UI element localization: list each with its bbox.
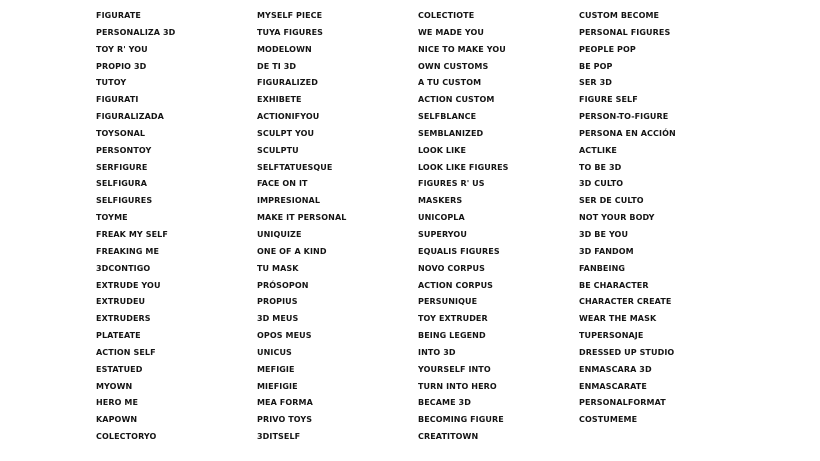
list-item: SCULPT YOU [257,128,315,138]
list-item: LOOK LIKE FIGURES [418,162,509,172]
list-item: PEOPLE POP [579,44,636,54]
list-item: UNIQUIZE [257,229,302,239]
list-item: PRÓSOPON [257,280,309,290]
column-1 [96,8,257,446]
list-item: SELFTATUESQUE [257,162,333,172]
list-item: BE POP [579,61,613,71]
list-item: OPOS MEUS [257,331,312,341]
list-item: PROPIO 3D [96,61,147,71]
list-item: MODELOWN [257,44,312,54]
list-item: MIEFIGIE [257,381,298,391]
list-item: BE CHARACTER [579,280,649,290]
list-item: NICE TO MAKE YOU [418,44,506,54]
list-item: ACTION SELF [96,347,156,357]
list-item: DRESSED UP STUDIO [579,347,675,357]
list-item: CREATITOWN [418,432,479,442]
list-item: ACTLIKE [579,145,617,155]
list-item: ACTION CORPUS [418,280,494,290]
list-item: COLECTORYO [96,432,157,442]
list-item: COSTUMEME [579,415,638,425]
list-item: ESTATUED [96,364,143,374]
list-item: COLECTIOTE [418,11,475,20]
list-item: CHARACTER CREATE [579,297,672,307]
list-item: KAPOWN [96,415,138,425]
list-item: TUPERSONAJE [579,331,644,341]
list-item: MAKE IT PERSONAL [257,213,347,223]
list-item: FIGURALIZADA [96,112,164,122]
list-item: PERSON-TO-FIGURE [579,112,669,122]
list-item: FIGURES R' US [418,179,485,189]
list-item: EXTRUDE YOU [96,280,161,290]
list-item: 3D BE YOU [579,229,629,239]
list-item: PERSONALIZA 3D [96,27,176,37]
list-item: PERSONAL FIGURES [579,27,671,37]
column-2 [257,8,418,446]
list-item: PROPIUS [257,297,298,307]
list-item: 3D FANDOM [579,246,634,256]
list-item: TO BE 3D [579,162,622,172]
list-item: FIGURATI [96,95,139,105]
list-item: OWN CUSTOMS [418,61,489,71]
list-item: PRIVO TOYS [257,415,313,425]
list-item: FIGURALIZED [257,78,318,88]
list-item: ACTION CUSTOM [418,95,495,105]
list-item: TU MASK [257,263,299,273]
name-list [96,8,740,446]
list-item: YOURSELF INTO [418,364,491,374]
list-item: EXTRUDERS [96,314,151,324]
list-item: 3DITSELF [257,432,301,442]
list-item: SELFIGURES [96,196,153,206]
list-item: PERSUNIQUE [418,297,478,307]
list-item: EQUALIS FIGURES [418,246,500,256]
list-item: FANBEING [579,263,626,273]
list-item: FIGURE SELF [579,95,638,105]
list-item: UNICUS [257,347,292,357]
list-item: SERFIGURE [96,162,148,172]
list-item: SER DE CULTO [579,196,644,206]
list-item: PERSONA EN ACCIÓN [579,128,676,138]
list-item: FREAKING ME [96,246,160,256]
list-item: TOY R' YOU [96,44,148,54]
list-item: TUTOY [96,78,127,88]
list-item: TOY EXTRUDER [418,314,488,324]
list-item: PLATEATE [96,331,141,341]
list-item: NOT YOUR BODY [579,213,655,223]
list-item: WE MADE YOU [418,27,485,37]
column-3 [418,8,579,446]
list-item: INTO 3D [418,347,456,357]
list-item: WEAR THE MASK [579,314,657,324]
list-item: TURN INTO HERO [418,381,497,391]
list-item: SUPERYOU [418,229,467,239]
list-item: SCULPTU [257,145,299,155]
list-item: TOYSONAL [96,128,146,138]
list-item: EXHIBETE [257,95,302,105]
list-item: ENMASCARATE [579,381,647,391]
list-item: MASKERS [418,196,463,206]
list-item: DE TI 3D [257,61,297,71]
list-item: EXTRUDEU [96,297,146,307]
list-item: NOVO CORPUS [418,263,485,273]
list-item: MEA FORMA [257,398,313,408]
list-item: SELFBLANCE [418,112,477,122]
list-item: A TU CUSTOM [418,78,482,88]
list-item: LOOK LIKE [418,145,467,155]
list-item: 3D CULTO [579,179,624,189]
list-item: HERO ME [96,398,139,408]
list-item: IMPRESIONAL [257,196,321,206]
list-item: BECOMING FIGURE [418,415,504,425]
list-item: TOYME [96,213,128,223]
list-item: PERSONALFORMAT [579,398,666,408]
list-item: UNICOPLA [418,213,465,223]
list-item: PERSONTOY [96,145,152,155]
list-item: BECAME 3D [418,398,471,408]
list-item: SELFIGURA [96,179,148,189]
list-item: ACTIONIFYOU [257,112,320,122]
list-item: SEMBLANIZED [418,128,484,138]
list-item: MEFIGIE [257,364,295,374]
list-item: 3DCONTIGO [96,263,151,273]
list-item: TUYA FIGURES [257,27,324,37]
list-item: MYSELF PIECE [257,11,323,20]
column-4 [579,8,740,446]
list-item: ONE OF A KIND [257,246,327,256]
list-item: MYOWN [96,381,133,391]
list-item: SER 3D [579,78,612,88]
list-item: ENMASCARA 3D [579,364,652,374]
list-item: FREAK MY SELF [96,229,168,239]
list-item: CUSTOM BECOME [579,11,660,20]
list-item: BEING LEGEND [418,331,486,341]
list-item: 3D MEUS [257,314,299,324]
list-item: FACE ON IT [257,179,308,189]
list-item: FIGURATE [96,11,141,20]
